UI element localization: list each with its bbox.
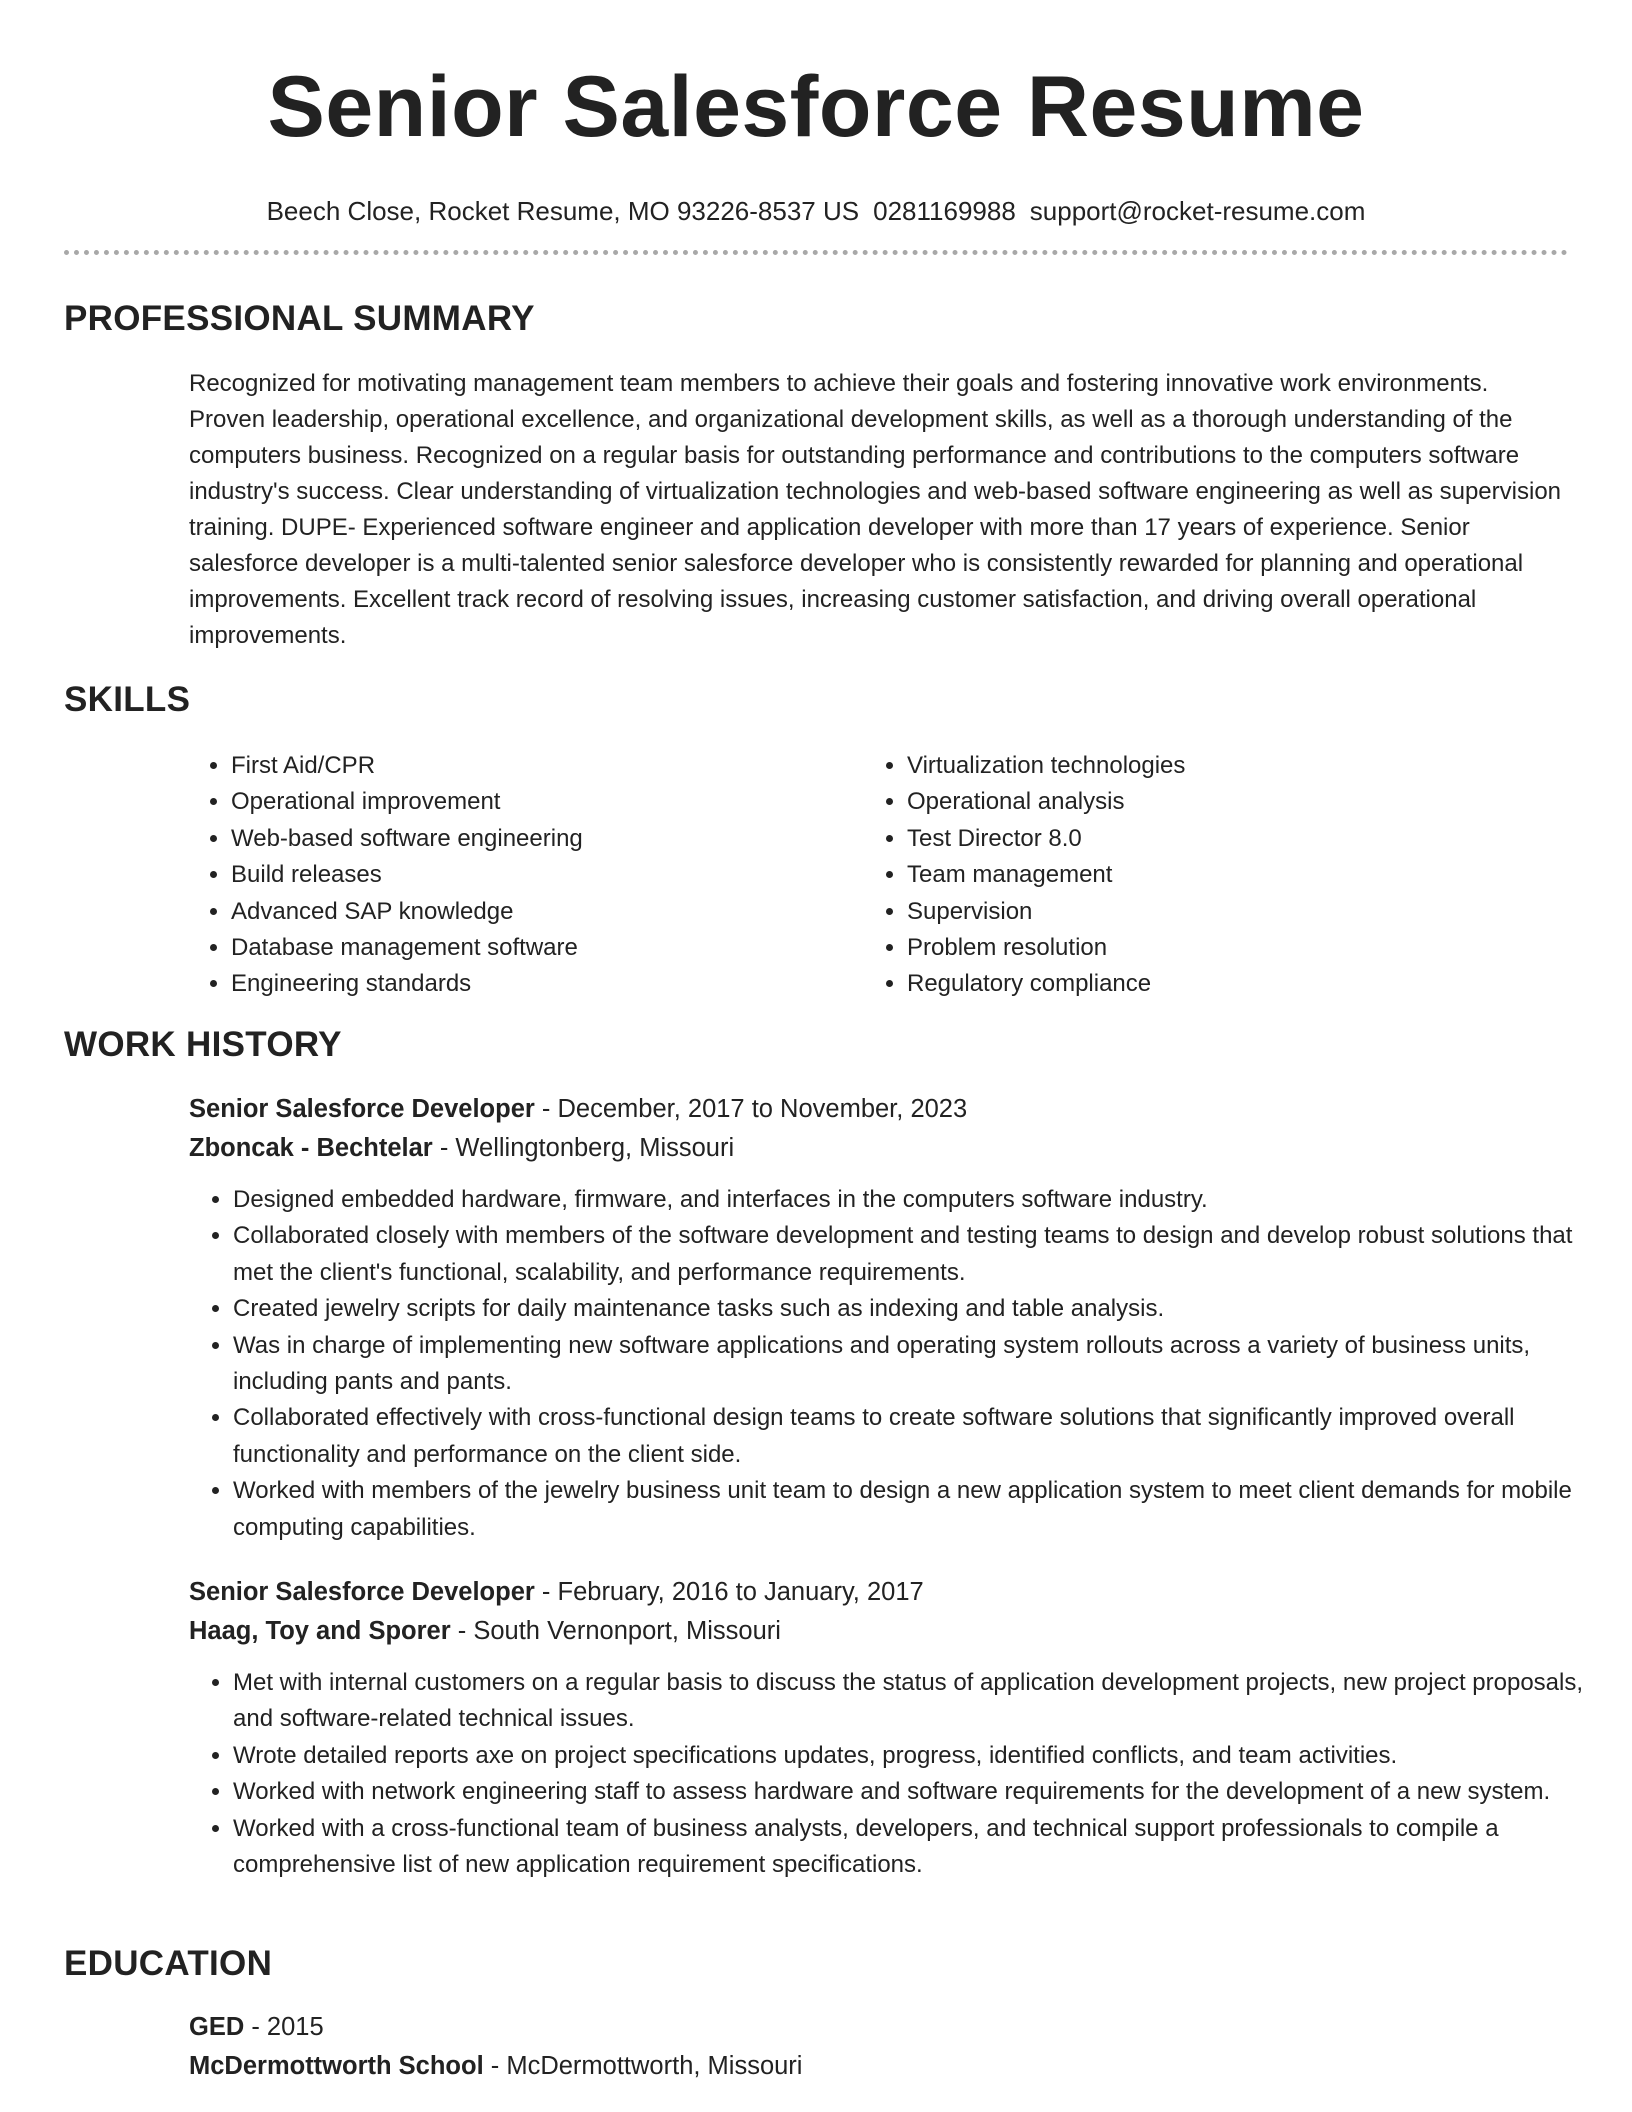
skill-item: • Engineering standards	[231, 966, 851, 1002]
contact-info	[0, 194, 1632, 228]
company-location: - Wellingtonberg, Missouri	[439, 1134, 735, 1162]
skill-item: • Virtualization technologies	[907, 748, 1527, 784]
list-item: • Met with internal customers on a regular basis to discuss the status of application development projects, new project proposals, and software-related technical issues.	[233, 1665, 1603, 1738]
job-bullets	[189, 1665, 1603, 1883]
list-item: • Collaborated closely with members of the software development and testing teams to design and develop robust solutions that met the client's functional, scalability, and performance requirements.	[233, 1218, 1603, 1291]
list-item: • Collaborated effectively with cross-functional design teams to create software solutions that significantly improved overall functionality and performance on the client side.	[233, 1400, 1603, 1473]
list-item: • Worked with network engineering staff to assess hardware and software requirements for the development of a new system.	[233, 1774, 1603, 1810]
skill-item: • Problem resolution	[907, 930, 1527, 966]
school-location: - McDermottworth, Missouri	[490, 2052, 803, 2080]
school-line	[189, 2048, 802, 2084]
list-item: • Worked with a cross-functional team of business analysts, developers, and technical support professionals to compile a comprehensive list of new application requirement specifications.	[233, 1811, 1603, 1884]
list-item: • Wrote detailed reports axe on project specifications updates, progress, identified conflicts, and team activities.	[233, 1738, 1603, 1774]
job-title-line	[189, 1091, 967, 1127]
skill-item: • Team management	[907, 857, 1527, 893]
job-title-line	[189, 1574, 924, 1610]
skill-item: • Supervision	[907, 894, 1527, 930]
work-history-heading: WORK HISTORY	[64, 1025, 342, 1064]
skills-list-right	[863, 748, 1527, 1003]
skill-item: • Operational analysis	[907, 784, 1527, 820]
header-divider	[64, 250, 1568, 255]
contact-email: support@rocket-resume.com	[1029, 196, 1366, 226]
list-item: • Was in charge of implementing new software applications and operating system rollouts across a variety of business units, including pants and pants.	[233, 1328, 1603, 1401]
contact-phone: 0281169988	[873, 196, 1016, 226]
skill-item: • Build releases	[231, 857, 851, 893]
company-location: - South Vernonport, Missouri	[457, 1617, 781, 1645]
skills-heading: SKILLS	[64, 680, 191, 719]
job-position: Senior Salesforce Developer	[189, 1578, 535, 1606]
degree-line	[189, 2009, 324, 2045]
job-dates: - December, 2017 to November, 2023	[541, 1095, 968, 1123]
education-heading: EDUCATION	[64, 1944, 273, 1983]
company-line	[189, 1130, 734, 1166]
summary-heading: PROFESSIONAL SUMMARY	[64, 299, 535, 338]
degree-name: GED	[189, 2013, 245, 2041]
job-dates: - February, 2016 to January, 2017	[541, 1578, 924, 1606]
company-line	[189, 1613, 781, 1649]
company-name: Haag, Toy and Sporer	[189, 1617, 451, 1645]
skill-item: • Database management software	[231, 930, 851, 966]
company-name: Zboncak - Bechtelar	[189, 1134, 433, 1162]
skill-item: • First Aid/CPR	[231, 748, 851, 784]
degree-year: - 2015	[251, 2013, 324, 2041]
job-position: Senior Salesforce Developer	[189, 1095, 535, 1123]
skill-item: • Operational improvement	[231, 784, 851, 820]
list-item: • Created jewelry scripts for daily maintenance tasks such as indexing and table analysis.	[233, 1291, 1603, 1327]
skill-item: • Regulatory compliance	[907, 966, 1527, 1002]
skill-item: • Web-based software engineering	[231, 821, 851, 857]
skill-item: • Test Director 8.0	[907, 821, 1527, 857]
job-bullets	[189, 1182, 1603, 1546]
contact-address: Beech Close, Rocket Resume, MO 93226-8537 US	[266, 196, 860, 226]
school-name: McDermottworth School	[189, 2052, 484, 2080]
skills-list-left	[187, 748, 851, 1003]
resume-name: Senior Salesforce Resume	[267, 59, 1365, 155]
list-item: • Worked with members of the jewelry business unit team to design a new application system to meet client demands for mobile computing capabilities.	[233, 1473, 1603, 1546]
skill-item: • Advanced SAP knowledge	[231, 894, 851, 930]
summary-text: Recognized for motivating management team members to achieve their goals and fostering innovative work environments. Proven leadership, operational excellence, and organizational development skills, as well as a thorough understanding of the computers business. Recognized on a regular basis for outstanding performance and contributions to the computers software industry's success. Clear understanding of virtualization technologies and web-based software engineering as well as supervision training. DUPE- Experienced software engineer and application developer with more than 17 years of experience. Senior salesforce developer is a multi-talented senior salesforce developer who is consistently rewarded for planning and operational improvements. Excellent track record of resolving issues, increasing customer satisfaction, and driving overall operational improvements.	[189, 370, 1562, 649]
list-item: • Designed embedded hardware, firmware, and interfaces in the computers software industry.	[233, 1182, 1603, 1218]
resume-header	[0, 52, 1632, 228]
